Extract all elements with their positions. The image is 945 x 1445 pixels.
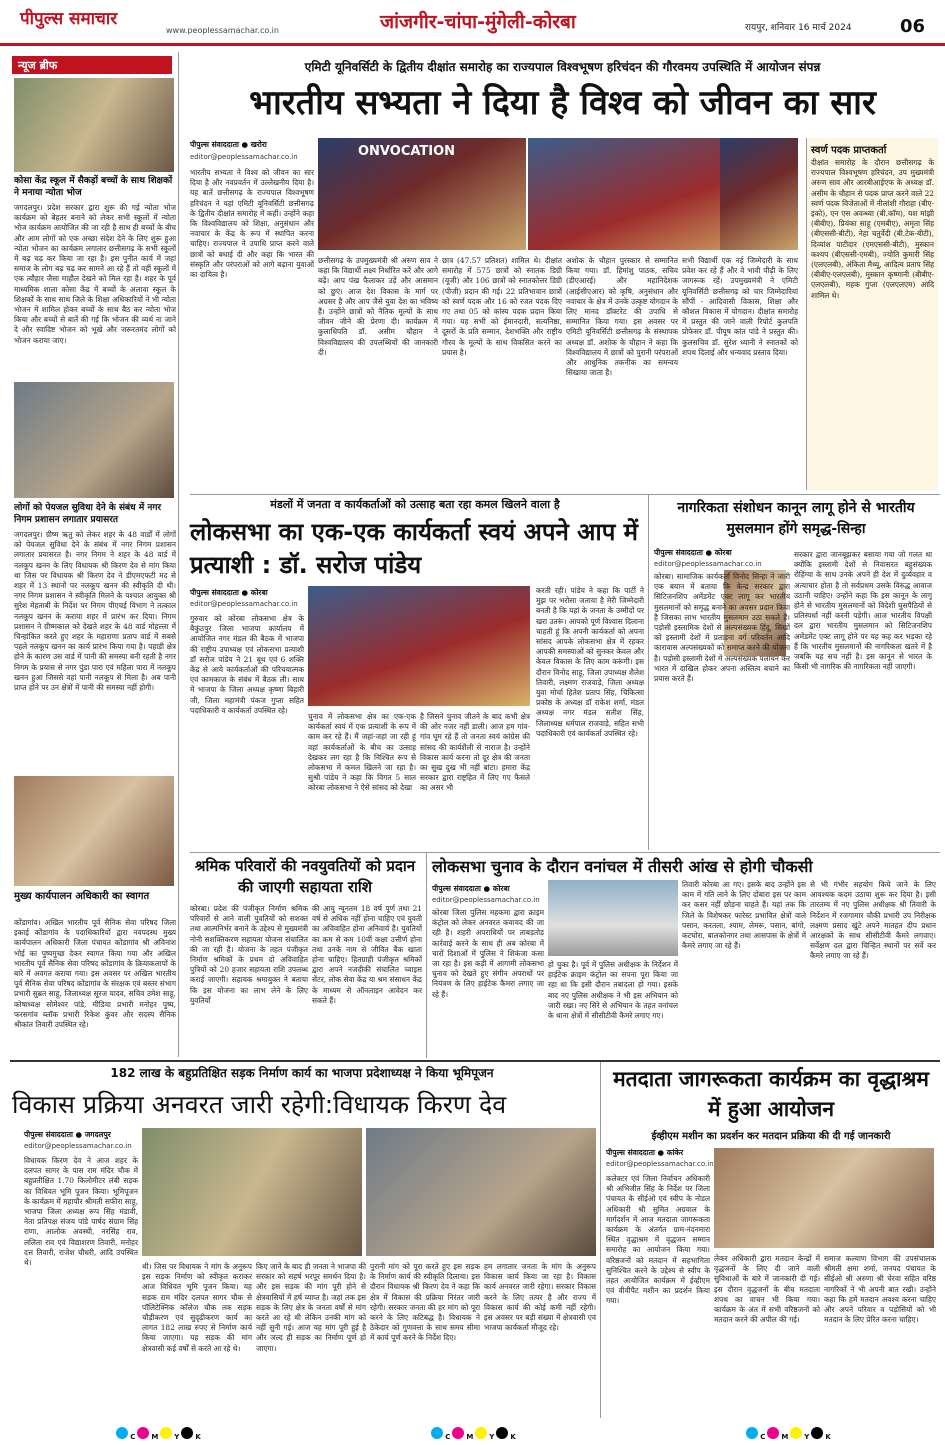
cyan-dot bbox=[431, 1427, 443, 1439]
voter-text-1: कलेक्टर एवं जिला निर्वाचन अधिकारी श्री अभिजीत सिंह के निर्देश पर जिला पंचायत के सीईओ एवं स्वीप के नोडल अधिकारी श्री सुमित अग्रवाल के मार्गदर्शन में आज मतदाता जागरूकता कार्यक्रम के अंतर्गत ग्राम-नंदनमारा स्थित वृद्धाश्रम में वृद्धजन सम्मान समारोह का आयोजन किया गया। वरिष्ठजनों को मतदान में सहभागिता सुनिश्चित करने के उद्देश्य से स्वीप के तहत आयोजित कार्यक्रम में ईव्हीएम एवं वीवीपैट मशीन का प्रदर्शन किया गया। bbox=[606, 1174, 710, 1306]
road-byline: पीपुल्स संवाददाता ● जगदलपुर bbox=[24, 1130, 111, 1139]
magenta-dot bbox=[767, 1427, 779, 1439]
gold-medal-text: दीक्षांत समारोह के दौरान छत्तीसगढ़ के राज्यपाल विश्वभूषण हरिचंदन, उप मुख्यमंत्री अरुण साव और आरबीआईएफ के अध्यक्ष डॉ. असीम के चौहान से पदक प्राप्त करने वाले 22 स्वर्ण पदक विजेताओं में नीलांशी गौराहा (बीए-इको), एन एस अवन्ध्या (बी.कॉम), यश मांझी (बीबीए), प्रियंका साहू (एमबीए), अमृता सिंह (बीएससी-बीटी), नेहा चतुर्वेदी (बी.टेक-बीटी), दिव्यांश पाटीदार (एमएससी-बीटी), मुस्कान कश्यप (बीएससी-एमबी), ज्योति कुमारी सिंह (एलएलबी), अंकिता मैथ्यू, आदित्य प्रताप सिंह (बीबीए-एलएलबी), मुस्कान कृष्णानी (बीबीए-एलएलबी), महक गुप्ता (एलएलएम) आदि शामिल थे। bbox=[811, 158, 934, 300]
forest-text-4: से भी गंभीर सहयोग किये जाने के लिए आवश्यक कदम उठाया शुरू कर दिया है। इसी तारतम्य में नए पुलिस अधीक्षक श्री तिवारी के निर्देशन में रजगामार चौकी प्रभारी उप निरीक्षक लक्ष्मण प्रसाद खुंटे अपने मातहत दीप प्रधान आरक्षकों के साथ सीसीटीवी कैमरे लगवाए। सर्वेक्षण दल द्वारा चिन्हित स्थानों पर सर्वे कर कैमरे लगाए जा रहे हैं। bbox=[810, 880, 936, 961]
newspaper-logo: पीपुल्स समाचार bbox=[20, 9, 118, 29]
bjp-text-2: चुनाव में लोकसभा क्षेत्र का एक-एक कार्यकर्ता स्वयं में एक प्रत्याशी के रूप में काम कर रहे हैं। मैं जहां-जहां जा रही हूं वहां कार्यकर्ताओं के बीच का उत्साह देखकर लग रहा है कि निश्चित रूप से लोकसभा में कमल खिलने जा रहा है। सुश्री पांडेय ने कहा कि विगत 5 साल कोरबा लोकसभा ने ऐसे सांसद को देखा bbox=[308, 712, 416, 793]
brief-photo-2 bbox=[14, 382, 174, 498]
magenta-dot bbox=[452, 1427, 464, 1439]
brief-photo-3 bbox=[14, 776, 174, 886]
road-email: editor@peoplessamachar.co.in bbox=[24, 1142, 132, 1150]
lead-photo-banner: ONVOCATION bbox=[358, 144, 456, 159]
lead-kicker: एमिटी यूनिवर्सिटी के द्वितीय दीक्षांत समारोह का राज्यपाल विश्वभूषण हरिचंदन की गौरवमय उपस्थिति में आयोजन संपन्न bbox=[304, 60, 821, 74]
road-text-2: थी। जिस पर विधायक ने मांग के अनुरूप इस सड़क निर्माण को स्वीकृत कराकर आज विधिवत भूमि पूजन किया। यह सड़क राम मंदिर दलपत सागर चौक से पॉलिटेक्निक कॉलेज चौक तक सड़क चौड़ीकरण एवं सुदृढ़ीकरण कार्य का लागत 182 लाख रुपए से निर्माण कार्य किया जाएगा। यह सड़क की मांग क्षेत्रवासी कई वर्षों से करते आ रहे थे। bbox=[142, 1262, 252, 1353]
cyan-dot bbox=[116, 1427, 128, 1439]
news-brief-label: न्यूज ब्रीफ bbox=[12, 56, 172, 74]
lead-text-5: सभी विद्यार्थी एक नई जिम्मेदारी के साथ प्रवेश कर रहे हैं और वे भावी पीढ़ी के लिए जागरूक रहें। उपमुख्यमंत्री ने एमिटी यूनिवर्सिटी छत्तीसगढ़ को चार जिम्मेदारियां सौंपीं - आदिवासी विकास, शिक्षा और कौशल विकास में योगदान। दीक्षांत समारोह में प्रस्तुत की जाने वाली रिपोर्ट कुलपति प्रोफेसर डॉ. पीयूष कांत पांडे ने प्रस्तुत की। कुलसचिव डॉ. सुरेश ध्यानी ने स्नातकों को शपथ दिलाई और धन्यवाद प्रस्ताव दिया। bbox=[682, 256, 798, 357]
cmyk-mark: C M Y K bbox=[744, 1427, 831, 1441]
brief-2-text: जगदलपुर। ग्रीष्म ऋतु को लेकर शहर के 48 वार्डों में लोगों को पेयजल सुविधा देने के संबंध में नगर निगम प्रशासन लगातार प्रयासरत है। नगर निगम ने शहर के 48 वार्ड में नलकूप खनन के लिए विधायक श्री किरण देव से मांग किया था जिस पर विधायक श्री किरण देव ने डीएमएफटी मद से शहर में 13 स्थानों पर नलकूप खनन की स्वीकृति दी थी। नगर निगम प्रशासन ने स्वीकृति मिलने के पश्चात आयुक्त श्री सुरेश मेहताबी के निर्देश पर निगम पीएचई विभाग ने तत्काल नलकूप खनन के कराया शहर में प्रारंभ कर दिया। निगम प्रशासन ने ग्रीष्मकाल को देखते शहर के 48 वार्ड मोहल्ला में चिन्हांकित करते हुए शहर के महाराणा प्रताप वार्ड में सबसे पहले नलकूप खनन का कार्य प्रारंभ किया गया है। पहाड़ी क्षेत्र होने के कारण उस वार्ड में पानी की समस्या बनी रहती है नगर निगम के प्रयास से नगर पुंडा पारा एवं महिला पारा में नलकूप खनन हुआ जिससे वहां पानी नलकूप से मिला है। अब पानी प्राप्त होने पर उन क्षेत्रों में पानी की समस्या नहीं होगी। bbox=[14, 530, 176, 693]
yellow-dot bbox=[160, 1427, 172, 1439]
black-dot bbox=[811, 1427, 823, 1439]
voter-text-2: लेकर अधिकारी द्वारा मतदान केन्द्रों में वृद्धजनों के लिए दी जाने वाली सुविधाओं के बारे में जानकारी दी गई। इस दौरान वृद्धजनों के बीच मतदाता शपथ का वाचन भी किया गया। कार्यक्रम के अंत में सभी वरिष्ठजनों को मतदान करने की अपील की गई। bbox=[714, 1254, 820, 1325]
lead-byline: पीपुल्स संवाददाता ● खरोरा bbox=[190, 140, 267, 149]
bjp-email: editor@peoplessamachar.co.in bbox=[190, 600, 298, 608]
brief-3-text: कोंडागांव। अखिल भारतीय पूर्व सैनिक सेवा परिषद जिला इकाई कोंडागांव के पदाधिकारियों द्वारा नवपदस्थ मुख्य कार्यपालन अधिकारी जिला पंचायत कोंडागांव श्री अविनाश भोई का पुष्पगुच्छ देकर स्वागत किया गया और अखिल भारतीय पूर्व सैनिक सेवा परिषद कोंडागांव के क्रियाकलापों के बारे में अवगत कराया गया। इस अवसर पर अखिल भारतीय पूर्व सैनिक सेवा परिषद कोंडागांव के संरक्षक एवं बस्तर संभाग प्रभारी सुब्रत साहू, जिलाध्यक्ष सूरज यादव, सचिव उमेश साहू, कोषाध्यक्ष सोमेश्वर पांडे, मीडिया प्रभारी मनोहर पुष्प, फरसगांव ब्लॉक प्रभारी रिकेश कुंवर और सदस्य सैनिक श्रीकांत तिवारी उपस्थित रहे। bbox=[14, 918, 176, 1030]
voter-byline: पीपुल्स संवाददाता ● कांकेर bbox=[606, 1148, 684, 1157]
bjp-byline: पीपुल्स संवाददाता ● कोरबा bbox=[190, 588, 268, 597]
road-headline: विकास प्रक्रिया अनवरत जारी रहेगी:विधायक किरण देव bbox=[12, 1090, 507, 1119]
voter-photo bbox=[714, 1148, 934, 1248]
forest-headline: लोकसभा चुनाव के दौरान वनांचल में तीसरी आंख से होगी चौकसी bbox=[432, 857, 813, 876]
black-dot bbox=[496, 1427, 508, 1439]
column-divider bbox=[426, 852, 427, 1058]
section-title: जांजगीर-चांपा-मुंगेली-कोरबा bbox=[380, 11, 576, 33]
cmyk-mark: C M Y K bbox=[114, 1427, 201, 1441]
section-divider bbox=[190, 852, 940, 853]
dateline: रायपुर, शनिवार 16 मार्च 2024 bbox=[745, 23, 852, 33]
page-number: 06 bbox=[900, 16, 926, 37]
voter-headline: मतदाता जागरूकता कार्यक्रम का वृद्धाश्रम में हुआ आयोजन bbox=[613, 1067, 929, 1121]
bjp-photo bbox=[308, 586, 530, 706]
lead-headline: भारतीय सभ्यता ने दिया है विश्व को जीवन का सार bbox=[249, 83, 876, 123]
forest-text-3: तिवारी कोरबा आ गए। इसके बाद उन्होंने इस काम में गति लाने के लिए दोबारा इस पर काम कर कसर नहीं छोड़ना चाहते हैं। यहां तक कि जिले के विशेषकर फारेस्ट प्रभावित क्षेत्रों वाले पसान, करतला, श्याम, लेमरू, पसान, बांगो, कटघोरा, बालकोनगर तथा आसपास के क्षेत्रों में कैमरे लगाए जा रहे हैं। bbox=[682, 880, 806, 951]
voter-text-3: समाज कल्याण विभाग की उपसंचालक श्रीमती क्षमा शर्मा, जनपद पंचायत के सीईओ श्री अरुणा श्री चेरवा सहित वरिष्ठ नागरिकों ने भी अपनी बात रखी। उन्होंने कहा कि हमें मतदान अवश्य करना चाहिए और अपने परिवार व पड़ोसियों को भी मतदान के लिए प्रेरित करना चाहिए। bbox=[824, 1254, 936, 1325]
lead-email: editor@peoplessamachar.co.in bbox=[190, 153, 298, 161]
voter-subhead: ईव्हीएम मशीन का प्रदर्शन कर मतदान प्रक्रिया की दी गई जानकारी bbox=[651, 1131, 891, 1142]
lead-photo-3 bbox=[720, 138, 798, 250]
forest-email: editor@peoplessamachar.co.in bbox=[432, 896, 540, 904]
brief-1-title: कोसा केंद्र स्कूल में सैकड़ों बच्चों के साथ शिक्षकों ने मनाया न्योता भोज bbox=[14, 176, 173, 198]
road-text-4: पुरानी मांग को पूरा करते हुए इस सड़क के निर्माण कार्य की स्वीकृति दिलाया। इस दौरान विधायक श्री किरण देव ने कहा कि क्षेत्र में विकास की प्रक्रिया निरंतर जारी रहेगी। सरकार जनता की हर मांग को पूरा करने के लिए कटिबद्ध है। विधायक ने ठेकेदार को गुणवत्ता के साथ समय सीमा में कार्य पूर्ण करने के निर्देश दिए। bbox=[370, 1262, 480, 1343]
column-divider bbox=[178, 52, 179, 1057]
cyan-dot bbox=[746, 1427, 758, 1439]
yellow-dot bbox=[475, 1427, 487, 1439]
women-text-1: कोरबा। प्रदेश की पंजीकृत निर्माण श्रमिक परिवारों से आने वाली युवतियों को सशक्त तथा आत्मनिर्भर बनाने के उद्देश्य से मुख्यमंत्री नोनी सशक्तिकरण सहायता योजना संचालित की जा रही है। योजना के तहत पंजीकृत निर्माण श्रमिकों के प्रथम दो अविवाहित पुत्रियों को 20 हजार सहायता राशि उपलब्ध कराई जाएगी। सहायक श्रमायुक्त ने बताया कि इस योजना का लाभ लेने के लिए युवतियों bbox=[190, 904, 308, 1005]
forest-text-2: हो चुका है। पूर्व में पुलिस अधीक्षक के निर्देशन में हाईटेक क्राइम कंट्रोल का सपना पूरा किया जा रहा था कि इसी दौरान तबादला हो गया। इसके बाद नए पुलिस अधीक्षक ने भी इस अभियान को जारी रखा। नए सिरे से अभियान के तहत वनांचल के थाना क्षेत्रों में सीसीटीवी कैमरे लगाए गए। bbox=[548, 960, 678, 1021]
magenta-dot bbox=[137, 1427, 149, 1439]
brief-2-title: लोगों को पेयजल सुविधा देने के संबंध में नगर निगम प्रशासन लगातार प्रयासरत bbox=[14, 503, 162, 525]
masthead bbox=[0, 0, 945, 46]
caa-email: editor@peoplessamachar.co.in bbox=[654, 560, 762, 568]
bjp-kicker: मंडलों में जनता व कार्यकर्ताओं को उत्साह बता रहा कमल खिलने वाला है bbox=[270, 498, 560, 511]
bjp-headline: लोकसभा का एक-एक कार्यकर्ता स्वयं अपने आप में प्रत्याशी : डॉ. सरोज पांडेय bbox=[190, 518, 639, 579]
women-headline: श्रमिक परिवारों की नवयुवतियों को प्रदान की जाएगी सहायता राशि bbox=[194, 857, 416, 896]
gold-medal-box bbox=[806, 138, 938, 490]
women-text-2: की आयु न्यूनतम 18 वर्ष पूर्ण तथा 21 वर्ष से अधिक नहीं होना चाहिए एवं युवती का अविवाहित होना अनिवार्य है। युवतियों का कम से कम 10वीं कक्षा उत्तीर्ण होना तथा उनके नाम से जीवित बैंक खाता होना चाहिए। हितग्राही पंजीकृत श्रमिकों द्वारा अपने नजदीकी संचालित च्वाइस सेंटर, लोक सेवा केंद्र या श्रम संसाधन केंद्र के माध्यम से ऑनलाइन आवेदन कर सकते हैं। bbox=[312, 904, 422, 1005]
black-dot bbox=[181, 1427, 193, 1439]
road-text-3: किए जाने के बाद ही जनता ने भाजपा की सरकार को सहर्ष भरपूर समर्थन दिया है। और इस सड़क की मांग पूरी होने से क्षेत्रवासियों में हर्ष व्याप्त है। जहां तक इस सड़क के लिए क्षेत्र के जनता वर्षों से मांग करते आ रहे थी लेकिन उनकी मांग को नहीं सुनी गई। आज यह मांग पूरी हुई है और जल्द ही सड़क का निर्माण पूर्ण हो जाएगा। bbox=[256, 1262, 366, 1353]
cmyk-mark: C M Y K bbox=[429, 1427, 516, 1441]
brief-1-text: जगदलपुर। प्रदेश सरकार द्वारा शुरू की गई न्योता भोज कार्यक्रम को बेहतर बनाने को लेकर सभी स्कूलों में न्योता भोज कार्यक्रम आयोजित की जा रही है साथ ही बच्चों के बीच और आम लोगों को एक अच्छा संदेश देने के लिए शुरू हुआ न्योता भोजन का कार्यक्रम लगातार छत्तीसगढ़ के सभी स्कूलों में बढ़ चढ़ कर किया जा रहा है। इस पुनीत कार्य में जहां समाज के लोग बढ़ चढ़ कर सामने आ रहे हैं तो वहीं स्कूलों में एक त्यौहार जैसा माहौल देखने को मिल रहा है। शहर के पूर्व माध्यमिक शाला कोसा केंद्र में बच्चों के अलावा स्कूल के शिक्षकों के साथ साथ जिले के शिक्षा अधिकारियों ने भी न्योता भोजन में शामिल होकर बच्चों के साथ बैठ कर न्योता भोज किया और बच्चों से बातें की गई कि भोजन की व्यर्थ ना जाने दे और स्वादिष्ट भोजन को भूखे और जरूरतमंद लोगों को भोजन कराया जाए। bbox=[14, 203, 176, 345]
column-divider bbox=[648, 494, 649, 850]
website-url: www.peoplessamachar.co.in bbox=[166, 26, 279, 35]
bjp-text-1: गुरुवार को कोरबा लोकसभा क्षेत्र के बैकुंठपुर जिला भाजपा कार्यालय में आयोजित नगर मंडल की बैठक में भाजपा की राष्ट्रीय उपाध्यक्ष एवं लोकसभा प्रत्याशी डॉ सरोज पांडेय ने 21 बूथ एवं 6 शक्ति केंद्र से आये कार्यकर्ताओं की परिचयात्मक एवं कामकाज के संबंध में बैठक ली। साथ में भाजपा के जिला अध्यक्ष कृष्णा बिहारी जी, जिला महामंत्री पंकज गुप्ता सहित पदाधिकारी व कार्यकर्ता उपस्थित रहे। bbox=[190, 614, 304, 715]
bjp-text-3: है जिसने चुनाव जीतने के बाद कभी क्षेत्र की ओर नजर नहीं डाली। आज हम गांव-गांव घूम रहे हैं तो जनता स्वयं कांग्रेस की सांसद की कार्यशैली से नाराज है। उन्होंने विकास कार्य करना तो दूर क्षेत्र की जनता का सुख दुख भी नहीं बांटा। हमारा केंद्र सरकार द्वारा राष्ट्रहित में लिए गए फैसले का असर भी bbox=[420, 712, 530, 793]
caa-text-2: सरकार द्वारा जानबूझकर बसाया गया जो गलत था क्योंकि इस्लामी देशों से निवासरत बहुसंख्यक रोहिंग्या के साथ उनके अपने ही देश में दुर्व्यवहार व अत्याचार होता है तो सर्वप्रथम उसके विरुद्ध आवाज उठानी चाहिए। उन्होंने कहा कि इस कानून के लागू होने से भारतीय मुसलमानों को विदेशी घुसपैठियों से प्रतिस्पर्धा नहीं करनी पड़ेगी। आज भारतीय विपक्षी दल द्वारा भारतीय मुसलमान को सिटिजनशिप अमेंडमेंट एक्ट लागू होने पर यह कह कर भड़का रहे हैं कि भारतीय मुसलमानों की नागरिकता खतरे में है जबकि यह सच नहीं है। इस कानून से भारत के किसी भी नागरिक की नागरिकता नहीं जाएगी। bbox=[794, 550, 932, 672]
lead-photo-1 bbox=[318, 138, 526, 250]
section-divider bbox=[10, 1060, 940, 1062]
voter-email: editor@peoplessamachar.co.in bbox=[606, 1160, 714, 1168]
lead-text-1: भारतीय सभ्यता ने विश्व को जीवन का सार दिया है और नवप्रवर्तन में उल्लेखनीय दिया है। यह बातें छत्तीसगढ़ के राज्यपाल विश्वभूषण हरिचंदन ने यहां एमिटी यूनिवर्सिटी छत्तीसगढ़ के द्वितीय दीक्षांत समारोह में कहीं। उन्होंने कहा कि विश्वविद्यालय को शिक्षा, अनुसंधान और नवाचार के केंद्र के रूप में स्थापित करना चाहिए। राज्यपाल ने उपाधि प्राप्त करने वाले छात्रों को बधाई दी और कहा कि भारत की संस्कृति और परंपराओं को आगे बढ़ाना युवाओं का दायित्व है। bbox=[190, 168, 314, 280]
road-kicker: 182 लाख के बहुप्रतिक्षित सड़क निर्माण कार्य का भाजपा प्रदेशाध्यक्ष ने किया भूमिपूजन bbox=[110, 1066, 494, 1080]
cmyk-footer bbox=[0, 1424, 945, 1444]
section-divider bbox=[190, 494, 940, 495]
forest-byline: पीपुल्स संवाददाता ● कोरबा bbox=[432, 884, 510, 893]
road-photo-2 bbox=[366, 1128, 596, 1256]
road-text-1: विधायक किरण देव ने आज शहर के दलपत सागर के पास राम मंदिर चौक में बहुप्रतीक्षित 1.70 किलोमीटर लंबी सड़क का विधिवत भूमि पूजन किया। भूमिपूजन के कार्यक्रम में महापौर श्रीमती सफीरा साहू, भाजपा जिला अध्यक्ष रूप सिंह मंडावी, नेता प्रतिपक्ष संजय पांडे पार्षद संग्राम सिंह राणा, आलोक अवस्थी, नरसिंह राव, ललिता राव एवं विद्याशरण तिवारी, मनोहर दत्त तिवारी, राजेश चौधरी, आदि उपस्थित थे। bbox=[24, 1156, 138, 1268]
lead-text-2: छत्तीसगढ़ के उपमुख्यमंत्री श्री अरुण साव ने कहा कि विद्यार्थी लक्ष्य निर्धारित करें और आगे बढ़ें। आप पंख फैलाकर उड़ें और आसमान को छुएं। आज देश विकास के मार्ग पर अग्रसर है और आप जैसे युवा देश का भविष्य हैं। उन्होंने छात्रों को नैतिक मूल्यों के साथ जीवन जीने की प्रेरणा दी। कार्यक्रम में कुलाधिपति डॉ. असीम चौहान ने विश्वविद्यालय की उपलब्धियों की जानकारी दी। bbox=[318, 256, 438, 357]
cctv-photo bbox=[548, 880, 678, 956]
caa-headline: नागरिकता संशोधन कानून लागू होने से भारतीय मुसलमान होंगे समृद्ध-सिन्हा bbox=[677, 500, 915, 537]
lead-text-3: छात्र (47.57 प्रतिशत) शामिल थे। दीक्षांत समारोह में 575 छात्रों को स्नातक डिग्री (यूजी) और 106 छात्रों को स्नातकोत्तर डिग्री (पीजी) प्रदान की गई। 22 प्रतिभावान छात्रों को स्वर्ण पदक और 16 को रजत पदक दिए गए तथा 05 को कांस्य पदक प्रदान किया गया। यह सभी को ईमानदारी, सत्यनिष्ठा, दूसरों के प्रति सम्मान, देशभक्ति और राष्ट्रीय गौरव के मूल्यों के साथ विकसित करने का प्रयास है। bbox=[442, 256, 562, 357]
lead-text-4: अशोक के चौहान पुरस्कार से सम्मानित किया गया। डॉ. हिमांशु पाठक, सचिव (डीएआरई) और महानिदेशक (आईसीएआर) को कृषि, अनुसंधान और नवाचार के क्षेत्र में उनके उत्कृष्ट योगदान के लिए मानद डॉक्टरेट की उपाधि से सम्मानित किया गया। इस अवसर पर एमिटी यूनिवर्सिटी छत्तीसगढ़ के संस्थापक अध्यक्ष डॉ. अशोक के चौहान ने कहा कि विश्वविद्यालय में छात्रों को पुरानी परंपराओं और आधुनिक तकनीक का समन्वय सिखाया जाता है। bbox=[566, 256, 678, 378]
column-divider bbox=[600, 1062, 601, 1418]
bjp-text-4: करती रही। पांडेय ने कहा कि पार्टी ने मुझ पर भरोसा जताया है मेरी जिम्मेदारी बनती है कि यहां के जनता के उम्मीदों पर खरा उतरूं। आपको पूर्ण विश्वास दिलाना चाहती हूं कि अपनी कार्यकर्ता को अपना सांसद आपके लोकसभा क्षेत्र में रहकर आपकी समस्याओं को सुनकर केवल और केवल विकास के लिए काम करूंगी। इस दौरान विनोद साहू, जिला उपाध्यक्ष शैलेश तिवारी, लक्ष्मण राजवाड़े, जिला अध्यक्ष युवा मोर्चा हितेश प्रताप सिंह, चिकित्सा प्रकोष्ठ के अध्यक्ष डॉ राकेश शर्मा, मंडल अध्यक्ष नगर मंडल सतीश सिंह, जिलाध्यक्ष धर्मपाल राजवाड़े, सहित सभी पदाधिकारी एवं कार्यकर्ता उपस्थित रहे। bbox=[536, 586, 644, 738]
brief-photo-1 bbox=[14, 78, 174, 172]
gold-medal-title: स्वर्ण पदक प्राप्तकर्ता bbox=[811, 145, 887, 156]
forest-text-1: कोरबा जिला पुलिस महकमा द्वारा क्राइम कंट्रोल को लेकर अनवरत कवायद की जा रही है। शहरी अपराधियों पर ताबड़तोड़ कार्रवाई करने के साथ ही अब कोरबा में चारों दिशाओं में पुलिस ने शिकंजा कसा जा रहा है। इस कड़ी में आगामी लोकसभा चुनाव को देखते हुए संगीन अपराधों पर नियंत्रण के लिए हाईटेक कैमरा लगाए जा रहे हैं। bbox=[432, 908, 544, 999]
road-photo-1 bbox=[142, 1128, 362, 1256]
caa-byline: पीपुल्स संवाददाता ● कोरबा bbox=[654, 548, 732, 557]
yellow-dot bbox=[790, 1427, 802, 1439]
brief-3-title: मुख्य कार्यपालन अधिकारी का स्वागत bbox=[14, 891, 150, 902]
road-text-5: हम लगातार जनता के मांग के अनुरूप विकास कार्य किया जा रहा है। विकास कार्य अनवरत जारी रहेगा। सरकार विकास करने के लिए तत्पर है और राज्य में विकास कार्य की कोई कमी नहीं रहेगी। इस अवसर पर बड़ी संख्या में क्षेत्रवासी एवं भाजपा कार्यकर्ता मौजूद रहे। bbox=[484, 1262, 596, 1333]
caa-text-1: कोरबा। सामाजिक कार्यकर्ता विनोद सिन्हा ने जारी एक बयान में बताया कि केन्द्र सरकार द्वारा सिटिजनशिप अमेंडमेंट एक्ट लागू कर भारतीय मुसलमानों को समृद्ध बनाने का अवसर प्रदान किया है जिसका लाभ भारतीय मुसलमान उठा सकते हैं। पड़ोसी इस्लामिक देशों से अल्पसंख्यक हिंदू, सिखों को इस्लामी देशों में प्रताड़ना वर्ग परिवर्तन आदि कारावास अल्पसंख्यकों को समाप्त करने की योजना है। पड़ोसी इस्लामी देशों में अल्पसंख्यक पलायन कर भारत में दाखिल होकर अपना अस्तित्व बचाने का प्रयास करते हैं। bbox=[654, 572, 790, 684]
